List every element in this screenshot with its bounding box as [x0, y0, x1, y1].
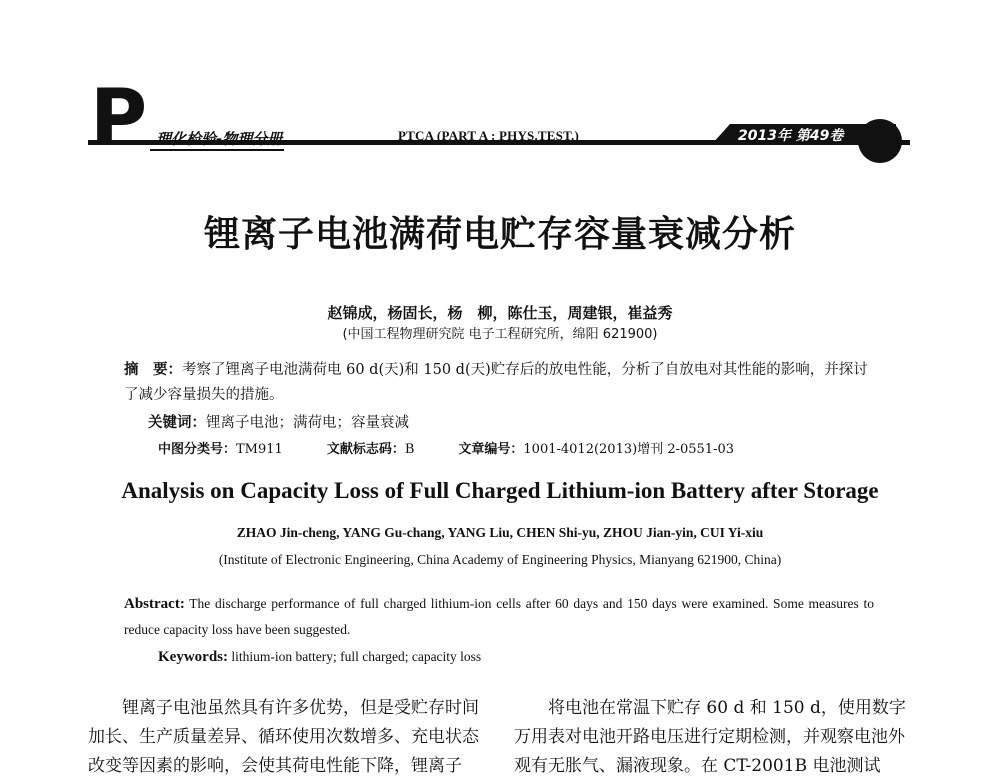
issue-label: 2013年 第49卷	[738, 128, 844, 144]
authors-en: ZHAO Jin-cheng, YANG Gu-chang, YANG Liu, CHEN Shi-yu, ZHOU Jian-yin, CUI Yi-xiu	[236, 525, 764, 540]
clc-value: TM911	[236, 442, 283, 457]
article-no-label: 文章编号：	[458, 442, 524, 457]
body-column-left: 锂离子电池虽然具有许多优势，但是受贮存时间加长、生产质量差异、循环使用次数增多、充电状态改变等因素的影响，会使其荷电性能下降，锂离子	[88, 698, 479, 776]
keywords-cn	[148, 411, 409, 436]
keywords-en	[158, 644, 481, 670]
abstract-cn	[124, 358, 874, 408]
journal-name-en: PTCA (PART A : PHYS.TEST.)	[398, 128, 579, 143]
abstract-cn-text: 考察了锂离子电池满荷电 60 d(天)和 150 d(天)贮存后的放电性能，分析了自放电对其性能的影响，并探讨了减少容量损失的措施。	[124, 362, 868, 403]
abstract-en	[124, 591, 874, 642]
clc-label: 中图分类号：	[158, 442, 237, 457]
affiliation-en: (Institute of Electronic Engineering, China Academy of Engineering Physics, Mianyang 621900, China)	[218, 552, 782, 567]
classification-line	[158, 438, 734, 457]
journal-name-cn: 理化检验-物理分册	[150, 128, 284, 151]
article-no-value: 1001-4012(2013)增刊 2-0551-03	[523, 442, 735, 457]
abstract-cn-label: 摘 要：	[124, 362, 182, 378]
keywords-en-label: Keywords:	[158, 649, 228, 665]
abstract-en-label: Abstract:	[124, 596, 185, 612]
paper-title-cn: 锂离子电池满荷电贮存容量衰减分析	[203, 214, 796, 255]
paper-title-en: Analysis on Capacity Loss of Full Charged Lithium-ion Battery after Storage	[121, 478, 879, 503]
abstract-en-text: The discharge performance of full charged lithium-ion cells after 60 days and 150 days were examined. Some measures to reduce capacity loss have been suggested.	[124, 596, 874, 637]
affiliation-cn: (中国工程物理研究院 电子工程研究所，绵阳 621900)	[342, 327, 658, 342]
authors-cn: 赵锦成，杨固长，杨 柳，陈仕玉，周建银，崔益秀	[327, 304, 673, 322]
header-dot	[858, 119, 902, 163]
keywords-en-text: lithium-ion battery; full charged; capacity loss	[228, 649, 482, 664]
journal-logo: P	[90, 74, 144, 164]
keywords-cn-text: 锂离子电池；满荷电；容量衰减	[206, 415, 409, 431]
keywords-cn-label: 关键词：	[148, 415, 206, 431]
doc-code-value: B	[404, 442, 415, 457]
doc-code-label: 文献标志码：	[326, 442, 405, 457]
body-column-right: 将电池在常温下贮存 60 d 和 150 d，使用数字万用表对电池开路电压进行定期检测，并观察电池外观有无胀气、漏液现象。在 CT-2001B 电池测试	[514, 698, 906, 776]
